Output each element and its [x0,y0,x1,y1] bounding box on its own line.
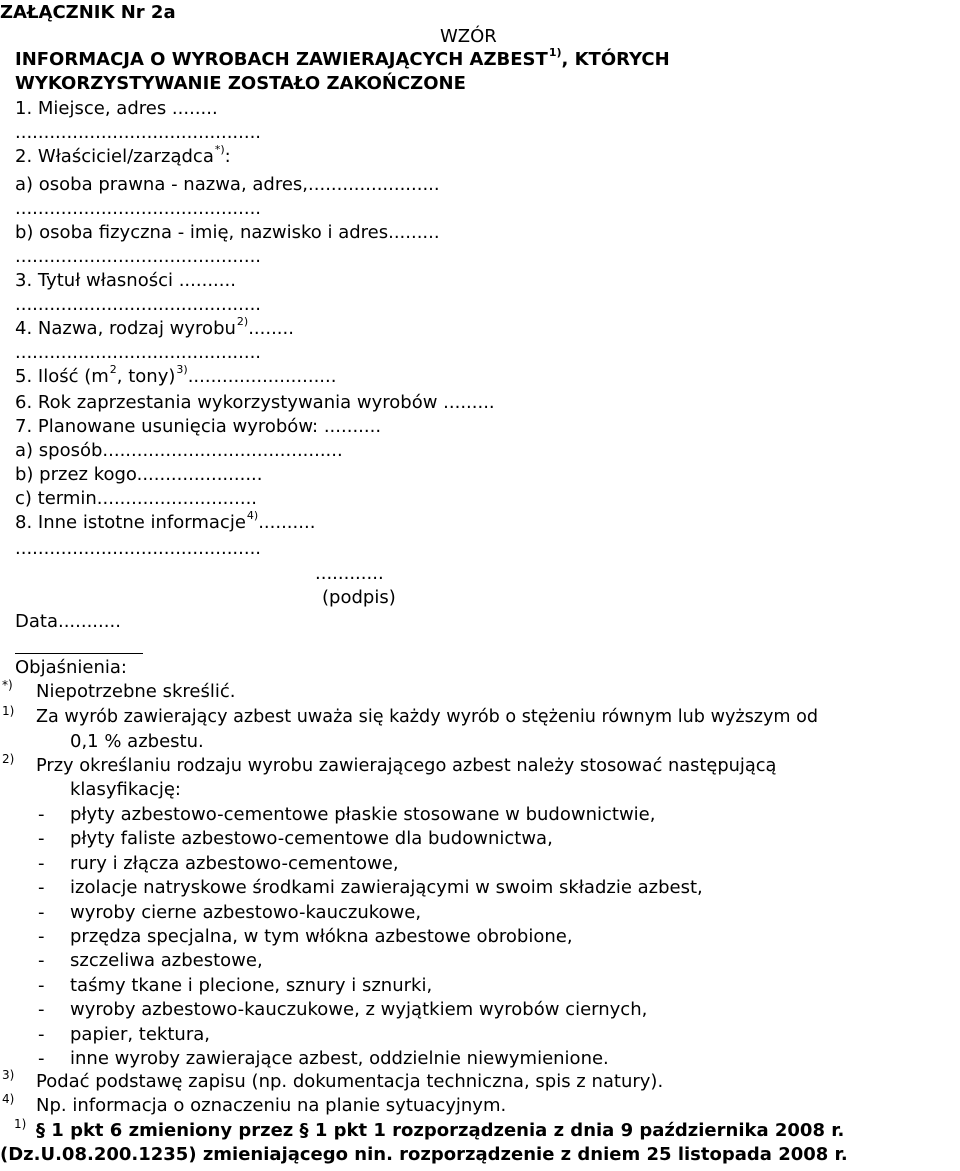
classification-item-text: taśmy tkane i plecione, sznury i sznurki, [70,974,433,996]
field-5-quantity: 5. Ilość ($m^2$, tony)$^{3)}$.......................... [15,363,337,387]
list-dash: - [38,999,45,1021]
list-dash: - [38,804,45,825]
document-title-line2: WYKORZYSTYWANIE ZOSTAŁO ZAKOŃCZONE [15,73,466,94]
classification-item-text: inne wyroby zawierające azbest, oddzielnie niewymienione. [70,1048,609,1069]
classification-item-text: szczeliwa azbestowe, [70,950,263,972]
field-6-year: 6. Rok zaprzestania wykorzystywania wyrobów ......... [15,392,495,413]
footnote-star-text: Niepotrzebne skreślić. [36,681,236,702]
field-1-continuation: ........................................... [15,122,262,143]
field-7c-date: c) termin............................ [15,488,258,509]
amendment-line1: § 1 pkt 6 zmieniony przez § 1 pkt 1 rozporządzenia z dnia 9 października 2008 r. [36,1120,845,1141]
footnote-4-text: Np. informacja o oznaczeniu na planie sytuacyjnym. [36,1095,507,1116]
paragraph-symbol: § [36,1120,45,1141]
amendment-line2: (Dz.U.08.200.1235) zmieniającego nin. rozporządzenie z dniem 25 listopada 2008 r. [0,1144,848,1165]
field-7b-by-whom: b) przez kogo...................... [15,464,263,485]
field-2b-continuation: ........................................... [15,246,262,267]
field-3-title: 3. Tytuł własności .......... [15,270,236,291]
field-7-planned-removal: 7. Planowane usunięcia wyrobów: .......... [15,416,382,437]
date-label: Data........... [15,611,121,632]
footnote-3-text: Podać podstawę zapisu (np. dokumentacja techniczna, spis z natury). [36,1071,664,1092]
footnote-star-mark: *) [2,678,13,692]
field-8-continuation: ........................................... [15,538,262,559]
signature-dots: ............ [315,563,384,584]
footnote-1-line2: 0,1 % azbestu. [70,731,204,752]
list-dash: - [38,828,45,850]
footnote-4-mark: 4) [2,1092,15,1106]
footnote-2-line1: Przy określaniu rodzaju wyrobu zawierającego azbest należy stosować następującą [36,755,777,776]
footnote-1-mark: 1) [2,704,15,718]
footnote-2-mark: 2) [2,752,15,766]
signature-label: (podpis) [322,587,396,608]
field-2b-natural-person: b) osoba fizyczna - imię, nazwisko i adres......... [15,222,440,243]
classification-item-text: wyroby cierne azbestowo-kauczukowe, [70,901,422,923]
classification-item-text: papier, tektura, [70,1023,210,1045]
list-dash: - [38,901,45,923]
footnote-3-mark: 3) [2,1068,15,1082]
footnote-separator [15,653,143,654]
field-7a-method: a) sposób.......................................... [15,440,343,461]
list-dash: - [38,877,45,899]
document-title-line1: INFORMACJA O WYROBACH ZAWIERAJĄCYCH AZBEST$^{1)}$, KTÓRYCH [15,46,670,70]
notes-heading: Objaśnienia: [15,657,127,678]
field-4-continuation: ........................................... [15,342,262,363]
list-dash: - [38,1048,45,1069]
field-2-owner: 2. Właściciel/zarządca*): [15,143,231,167]
model-label: WZÓR [440,26,497,47]
field-4-product-type: 4. Nazwa, rodzaj wyrobu$^{2)}$........ [15,315,294,339]
field-2a-legal-person: a) osoba prawna - nazwa, adres,....................... [15,174,440,195]
field-8-other-info: 8. Inne istotne informacje$^{4)}$.......... [15,509,316,533]
classification-item-text: przędza specjalna, w tym włókna azbestowe obrobione, [70,926,573,947]
classification-item-text: płyty faliste azbestowo-cementowe dla budownictwa, [70,828,553,850]
list-dash: - [38,950,45,972]
classification-item-text: płyty azbestowo-cementowe płaskie stosowane w budownictwie, [70,804,656,825]
list-dash: - [38,852,45,874]
list-dash: - [38,1023,45,1045]
footnote-2-line2: klasyfikację: [70,779,181,800]
classification-item-text: izolacje natryskowe środkami zawierającymi w swoim składzie azbest, [70,877,703,899]
annex-label: ZAŁĄCZNIK Nr 2a [0,2,176,23]
footnote-1-line1: Za wyrób zawierający azbest uważa się każdy wyrób o stężeniu równym lub wyższym od [36,707,819,727]
list-dash: - [38,926,45,947]
list-dash: - [38,974,45,996]
field-3-continuation: ........................................... [15,294,262,315]
field-1-location: 1. Miejsce, adres ........ [15,98,218,119]
field-2a-continuation: ........................................... [15,198,262,219]
classification-item-text: rury i złącza azbestowo-cementowe, [70,852,399,874]
amendment-mark: 1) [14,1117,27,1131]
classification-item-text: wyroby azbestowo-kauczukowe, z wyjątkiem wyrobów ciernych, [70,999,648,1021]
